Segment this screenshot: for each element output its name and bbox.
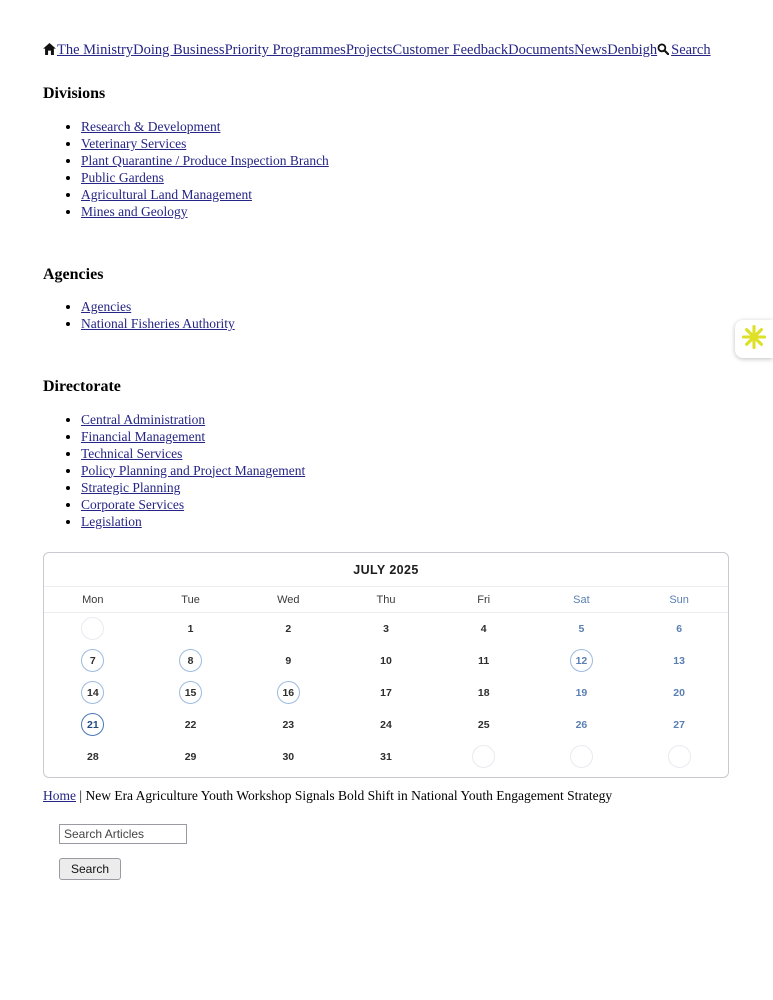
breadcrumb-separator: | xyxy=(79,787,83,803)
list-item xyxy=(81,118,729,135)
calendar-cell xyxy=(337,677,435,709)
calendar-cell xyxy=(142,741,240,773)
home-icon-link[interactable] xyxy=(43,42,56,58)
section-link[interactable]: Research & Development xyxy=(81,118,221,134)
article-search xyxy=(59,824,729,880)
section-title-directorate: Directorate xyxy=(43,378,121,396)
calendar-date-15[interactable]: 15 xyxy=(179,681,202,704)
list-item xyxy=(81,315,729,332)
search-articles-input[interactable] xyxy=(59,824,187,844)
sections xyxy=(43,85,729,529)
calendar-cell xyxy=(435,613,533,645)
nav-link-projects[interactable]: Projects xyxy=(345,42,393,58)
calendar-date-12[interactable]: 12 xyxy=(570,649,593,672)
list-item xyxy=(81,169,729,186)
calendar-cell xyxy=(239,709,337,741)
section-link[interactable]: Technical Services xyxy=(81,445,183,461)
nav-link-denbigh[interactable]: Denbigh xyxy=(607,42,658,58)
calendar-cell xyxy=(337,709,435,741)
section-link[interactable]: Plant Quarantine / Produce Inspection Branch xyxy=(81,152,329,168)
calendar-day-header-wed: Wed xyxy=(277,593,300,606)
list-item xyxy=(81,513,729,530)
section-link[interactable]: Public Gardens xyxy=(81,169,164,185)
calendar-week-row xyxy=(44,645,728,677)
section-link[interactable]: Policy Planning and Project Management xyxy=(81,462,306,478)
calendar-day-header-sat: Sat xyxy=(573,593,590,606)
calendar-cell xyxy=(533,645,631,677)
section-link[interactable]: Legislation xyxy=(81,513,142,529)
calendar-cell xyxy=(239,741,337,773)
list-item xyxy=(81,203,729,220)
section-link[interactable]: Veterinary Services xyxy=(81,135,187,151)
section-link[interactable]: Central Administration xyxy=(81,411,206,427)
calendar-cell xyxy=(239,677,337,709)
calendar-cell xyxy=(337,741,435,773)
calendar-cell xyxy=(239,613,337,645)
calendar-date-31[interactable]: 31 xyxy=(380,750,392,763)
calendar-title: JULY 2025 xyxy=(44,553,728,587)
calendar-cell xyxy=(44,709,142,741)
calendar-week-row xyxy=(44,613,728,645)
calendar-week-row xyxy=(44,677,728,709)
calendar-cell xyxy=(435,677,533,709)
calendar-cell xyxy=(630,741,728,773)
calendar-day-header-sun: Sun xyxy=(669,593,689,606)
calendar-date-30[interactable]: 30 xyxy=(282,750,295,763)
calendar-cell xyxy=(435,741,533,773)
calendar-date-18[interactable]: 18 xyxy=(477,686,490,699)
calendar-cell xyxy=(630,613,728,645)
calendar-week-row xyxy=(44,709,728,741)
nav-link-documents[interactable]: Documents xyxy=(508,42,575,58)
asterisk-icon xyxy=(741,324,767,355)
calendar-date-5[interactable]: 5 xyxy=(578,622,585,635)
list-item xyxy=(81,445,729,462)
calendar-date-11[interactable]: 11 xyxy=(478,654,490,667)
home-icon xyxy=(43,42,56,58)
calendar-cell xyxy=(630,645,728,677)
calendar-week-row xyxy=(44,741,728,773)
calendar-date-2[interactable]: 2 xyxy=(285,622,292,635)
nav-link-priority-programmes[interactable]: Priority Programmes xyxy=(224,42,346,58)
nav-link-doing-business[interactable]: Doing Business xyxy=(133,42,225,58)
calendar-date-27[interactable]: 27 xyxy=(673,718,685,731)
calendar-cell xyxy=(44,741,142,773)
calendar-day-header-row xyxy=(44,587,728,613)
nav-search-link[interactable] xyxy=(657,42,710,58)
calendar-date-19[interactable]: 19 xyxy=(575,686,588,699)
breadcrumb xyxy=(43,788,729,804)
calendar-cell xyxy=(44,645,142,677)
calendar-cell xyxy=(435,709,533,741)
list-item xyxy=(81,152,729,169)
calendar-date-10[interactable]: 10 xyxy=(380,654,392,667)
calendar-cell xyxy=(435,645,533,677)
calendar-date-17[interactable]: 17 xyxy=(380,686,392,699)
calendar-date-1[interactable]: 1 xyxy=(187,622,194,635)
section-link[interactable]: Corporate Services xyxy=(81,496,185,512)
calendar-date-3[interactable]: 3 xyxy=(383,622,389,635)
calendar-date-8[interactable]: 8 xyxy=(179,649,202,672)
calendar-cell xyxy=(44,613,142,645)
calendar-date-20[interactable]: 20 xyxy=(673,686,685,699)
section-link[interactable]: Mines and Geology xyxy=(81,203,188,219)
calendar-empty-cell xyxy=(472,745,495,768)
section-link[interactable]: Strategic Planning xyxy=(81,479,181,495)
calendar-date-13[interactable]: 13 xyxy=(673,654,685,667)
list-item xyxy=(81,135,729,152)
section-link[interactable]: Agencies xyxy=(81,299,132,315)
list-item xyxy=(81,496,729,513)
list-item xyxy=(81,298,729,315)
section-title-divisions: Divisions xyxy=(43,85,106,103)
calendar-empty-cell xyxy=(570,745,593,768)
calendar-empty-cell xyxy=(668,745,691,768)
calendar-cell xyxy=(630,709,728,741)
calendar-day-header-mon: Mon xyxy=(82,593,104,606)
calendar-cell xyxy=(142,709,240,741)
section-link-list xyxy=(43,411,729,530)
calendar-widget xyxy=(43,552,729,778)
calendar-date-28[interactable]: 28 xyxy=(87,750,99,763)
calendar-cell xyxy=(44,677,142,709)
search-button[interactable]: Search xyxy=(59,858,121,880)
calendar-cell xyxy=(533,677,631,709)
calendar-cell xyxy=(142,677,240,709)
calendar-cell xyxy=(337,613,435,645)
section-link[interactable]: Financial Management xyxy=(81,428,206,444)
section-link[interactable]: Agricultural Land Management xyxy=(81,186,252,202)
nav-link-news[interactable]: News xyxy=(574,42,608,58)
calendar-date-7[interactable]: 7 xyxy=(81,649,104,672)
calendar-cell xyxy=(533,709,631,741)
calendar-cell xyxy=(533,613,631,645)
calendar-cell xyxy=(337,645,435,677)
calendar-cell xyxy=(630,677,728,709)
calendar-day-header-fri: Fri xyxy=(477,593,491,606)
calendar-date-6[interactable]: 6 xyxy=(676,622,683,635)
calendar-date-22[interactable]: 22 xyxy=(184,718,197,731)
list-item xyxy=(81,411,729,428)
section-link[interactable]: National Fisheries Authority xyxy=(81,316,235,332)
calendar-date-25[interactable]: 25 xyxy=(477,718,490,731)
calendar-date-16[interactable]: 16 xyxy=(277,681,300,704)
calendar-date-26[interactable]: 26 xyxy=(575,718,588,731)
calendar-date-29[interactable]: 29 xyxy=(184,750,197,763)
nav-search-label: Search xyxy=(671,42,711,58)
list-item xyxy=(81,479,729,496)
list-item xyxy=(81,428,729,445)
calendar-day-header-tue: Tue xyxy=(181,593,200,606)
calendar-date-14[interactable]: 14 xyxy=(81,681,104,704)
accessibility-widget-button[interactable] xyxy=(735,320,773,358)
calendar-cell xyxy=(142,645,240,677)
breadcrumb-home-link[interactable]: Home xyxy=(43,787,76,803)
list-item xyxy=(81,186,729,203)
calendar-cell xyxy=(239,645,337,677)
section-link-list xyxy=(43,118,729,220)
calendar-date-9[interactable]: 9 xyxy=(285,654,292,667)
nav-link-customer-feedback[interactable]: Customer Feedback xyxy=(392,42,509,58)
section-title-agencies: Agencies xyxy=(43,265,104,283)
calendar-date-21[interactable]: 21 xyxy=(81,713,104,736)
calendar-date-4[interactable]: 4 xyxy=(480,622,487,635)
calendar-grid xyxy=(44,613,728,773)
calendar-day-header-thu: Thu xyxy=(376,593,396,606)
nav-link-the-ministry[interactable]: The Ministry xyxy=(57,42,134,58)
calendar-empty-cell xyxy=(81,617,104,640)
calendar-date-23[interactable]: 23 xyxy=(282,718,295,731)
calendar-date-24[interactable]: 24 xyxy=(380,718,392,731)
section-link-list xyxy=(43,298,729,332)
list-item xyxy=(81,462,729,479)
search-icon xyxy=(657,42,671,58)
top-nav xyxy=(43,42,729,59)
calendar-cell xyxy=(533,741,631,773)
calendar-cell xyxy=(142,613,240,645)
breadcrumb-current-article: New Era Agriculture Youth Workshop Signals Bold Shift in National Youth Engagement Strategy xyxy=(85,787,613,803)
